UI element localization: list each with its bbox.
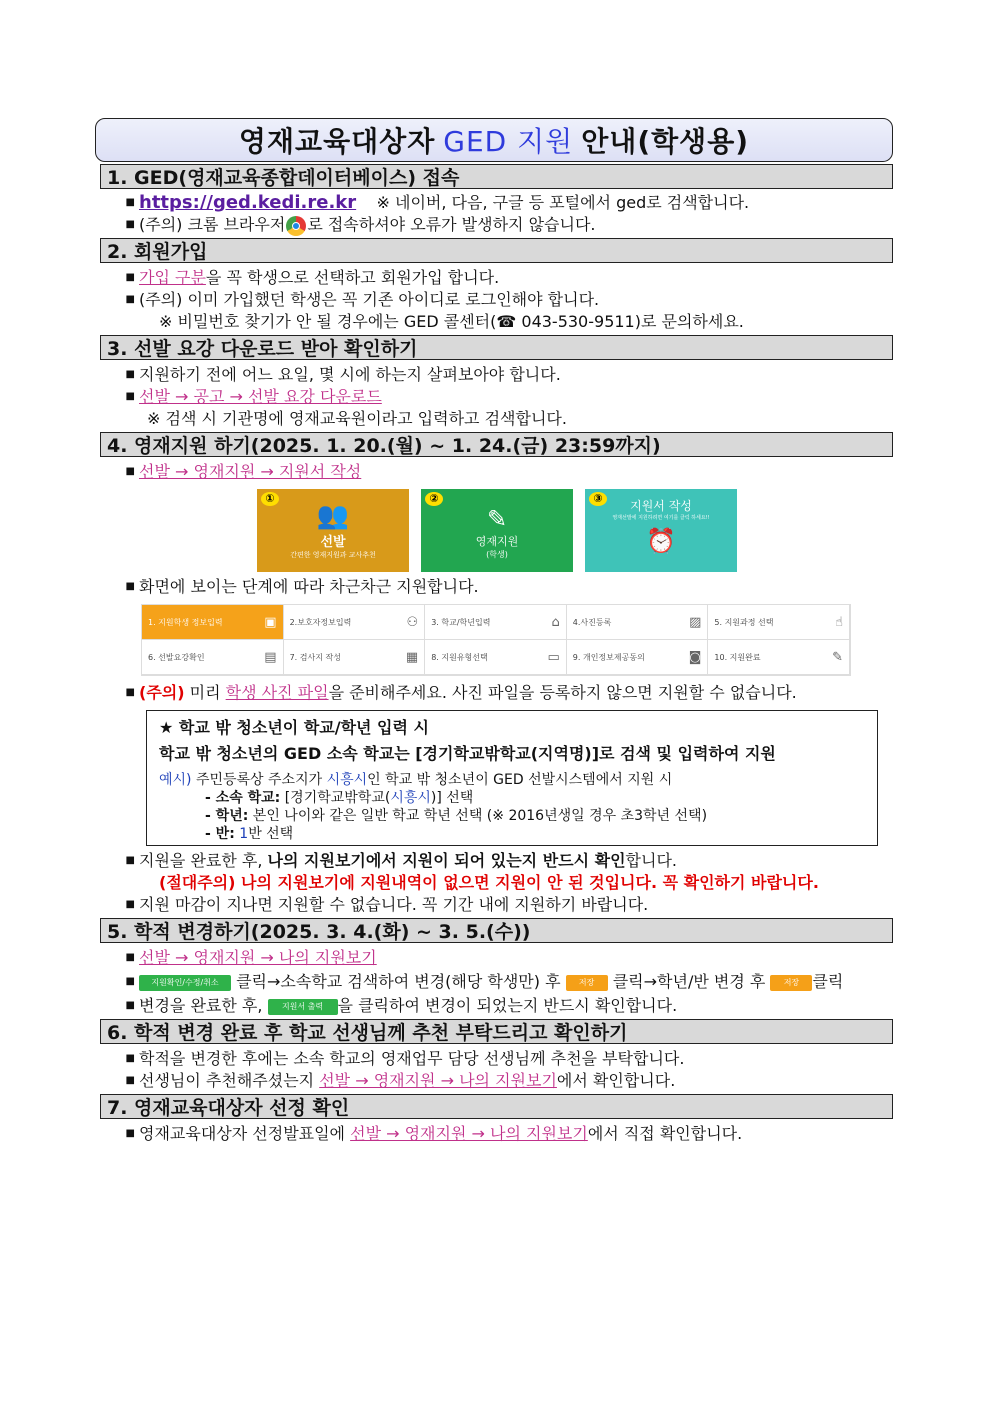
step-1: 1. 지원학생 정보입력 ▣ xyxy=(142,605,284,640)
s2-line-2: ■ (주의) 이미 가입했던 학생은 꼭 기존 아이디로 로그인해야 합니다. xyxy=(95,289,893,311)
photo-icon: ▨ xyxy=(689,614,702,630)
s3-line-3: ※ 검색 시 기관명에 영재교육원이라고 입력하고 검색합니다. xyxy=(147,409,567,428)
s5-change-line: ■ 지원확인/수정/취소 클릭→소속학교 검색하여 변경(해당 학생만) 후 저장 클릭→학년/반 변경 후 저장 클릭 xyxy=(95,971,893,993)
step-cards xyxy=(257,489,893,572)
pointer-icon: ☝ xyxy=(835,614,843,630)
save-button[interactable]: 저장 xyxy=(566,975,608,991)
id-icon: ◙ xyxy=(688,649,702,665)
document xyxy=(95,118,893,1145)
s5-path-line xyxy=(95,947,893,969)
person-card-icon: ▣ xyxy=(264,614,277,630)
step-9: 9. 개인정보제공동의 ◙ xyxy=(567,640,709,675)
s3-line-2 xyxy=(95,386,893,408)
s4-path-line xyxy=(95,461,893,483)
step-6: 6. 선발요강확인 ▤ xyxy=(142,640,284,675)
section-4-heading: 4. 영재지원 하기(2025. 1. 20.(월) ~ 1. 24.(금) 23:59까지) xyxy=(100,432,893,457)
people-icon: 👥 xyxy=(316,501,350,531)
clipboard-icon: ▤ xyxy=(264,649,277,665)
deadline-line: ■ 지원 마감이 지나면 지원할 수 없습니다. 꼭 기간 내에 지원하기 바랍니다. xyxy=(95,894,893,916)
pencil-icon: ✎ xyxy=(486,505,508,533)
application-steps xyxy=(141,604,851,676)
section-5-heading: 5. 학적 변경하기(2025. 3. 4.(화) ~ 3. 5.(수)) xyxy=(100,918,893,943)
clock-icon: ⏰ xyxy=(646,527,676,555)
step-3: 3. 학교/학년입력 ⌂ xyxy=(425,605,567,640)
print-application-button[interactable]: 지원서 출력 xyxy=(268,999,338,1015)
card-application-form: ③ 지원서 작성 영재선발에 지원하려면 여기를 클릭 하세요!! ⏰ xyxy=(585,489,737,572)
s3-line-1: ■ 지원하기 전에 어느 요일, 몇 시에 하는지 살펴보아야 합니다. xyxy=(95,364,893,386)
s7-line-1: ■ 영재교육대상자 선정발표일에 선발 → 영재지원 → 나의 지원보기에서 직접 확인합니다. xyxy=(95,1123,893,1145)
school-icon: ⌂ xyxy=(551,614,560,630)
card-selection: ① 👥 선발 간편한 영재지원과 교사추천 xyxy=(257,489,409,572)
document-icon: ▦ xyxy=(405,649,419,665)
chrome-icon xyxy=(286,216,306,236)
my-application-link[interactable]: 선발 → 영재지원 → 나의 지원보기 xyxy=(139,948,377,967)
section-1-heading: 1. GED(영재교육종합데이터베이스) 접속 xyxy=(100,164,893,189)
confirm-edit-cancel-button[interactable]: 지원확인/수정/취소 xyxy=(139,975,231,991)
edit-icon: ✎ xyxy=(832,649,843,665)
photo-notice: ■ (주의) 미리 학생 사진 파일을 준비해주세요. 사진 파일을 등록하지 않으면 지원할 수 없습니다. xyxy=(95,682,893,704)
s1-chrome-line: ■ (주의) 크롬 브라우저 로 접속하셔야 오류가 발생하지 않습니다. xyxy=(95,214,893,236)
student-photo-link[interactable]: 학생 사진 파일 xyxy=(225,683,329,702)
section-6-heading: 6. 학적 변경 완료 후 학교 선생님께 추천 부탁드리고 확인하기 xyxy=(100,1019,893,1044)
section-2-heading: 2. 회원가입 xyxy=(100,238,893,263)
laptop-icon: ▭ xyxy=(547,649,560,665)
step-2: 2.보호자정보입력 ⚇ xyxy=(284,605,426,640)
page-title: 영재교육대상자 GED 지원 안내(학생용) xyxy=(95,118,893,162)
absolute-warning: (절대주의) 나의 지원보기에 지원내역이 없으면 지원이 안 된 것입니다. 꼭 확인하기 바랍니다. xyxy=(159,873,819,892)
step-7: 7. 검사지 작성 ▦ xyxy=(284,640,426,675)
section-7-heading: 7. 영재교육대상자 선정 확인 xyxy=(100,1094,893,1119)
s7-path-link[interactable]: 선발 → 영재지원 → 나의 지원보기 xyxy=(350,1124,588,1143)
apply-path-link[interactable]: 선발 → 영재지원 → 지원서 작성 xyxy=(139,462,362,481)
step-10: 10. 지원완료 ✎ xyxy=(708,640,850,675)
save-button-2[interactable]: 저장 xyxy=(770,975,812,991)
step-5: 5. 지원과정 선택 ☝ xyxy=(708,605,850,640)
s2-line-1: ■ 가입 구분을 꼭 학생으로 선택하고 회원가입 합니다. xyxy=(95,267,893,289)
check-line: ■ 지원을 완료한 후, 나의 지원보기에서 지원이 되어 있는지 반드시 확인합니다. xyxy=(95,850,893,872)
s2-line-3: ※ 비밀번호 찾기가 안 될 경우에는 GED 콜센터(☎ 043-530-9511)로 문의하세요. xyxy=(159,312,744,331)
s6-line-2: ■ 선생님이 추천해주셨는지 선발 → 영재지원 → 나의 지원보기에서 확인합니다. xyxy=(95,1070,893,1092)
step-8: 8. 지원유형선택 ▭ xyxy=(425,640,567,675)
steps-intro: ■ 화면에 보이는 단계에 따라 차근차근 지원합니다. xyxy=(95,576,893,598)
s6-line-1: ■ 학적을 변경한 후에는 소속 학교의 영재업무 담당 선생님께 추천을 부탁합니다. xyxy=(95,1048,893,1070)
join-type-link[interactable]: 가입 구분 xyxy=(139,268,206,287)
s1-url-line: ■ https://ged.kedi.re.kr ※ 네이버, 다음, 구글 등 포털에서 ged로 검색합니다. xyxy=(95,192,893,214)
download-path-link[interactable]: 선발 → 공고 → 선발 요강 다운로드 xyxy=(139,387,382,406)
step-4: 4.사진등록 ▨ xyxy=(567,605,709,640)
section-3-heading: 3. 선발 요강 다운로드 받아 확인하기 xyxy=(100,335,893,360)
out-of-school-note: ★ 학교 밖 청소년이 학교/학년 입력 시 학교 밖 청소년의 GED 소속 학교는 [경기학교밖학교(지역명)]로 검색 및 입력하여 지원 예시) 주민등록상 주소지가 시흥시인 학교 밖 청소년이 GED 선발시스템에서 지원 시 - 소속 학교: [경기학교밖학교(시흥시)] 선택 - 학년: 본인 나이와 같은 일반 학교 학년 선택 (※ 2016년생일 경우 초3학년 선택) - 반: 1반 선택 xyxy=(146,710,878,846)
ged-url-link[interactable]: https://ged.kedi.re.kr xyxy=(139,192,357,213)
person-icon: ⚇ xyxy=(406,614,419,630)
s5-print-line: ■ 변경을 완료한 후, 지원서 출력 을 클릭하여 변경이 되었는지 반드시 확인합니다. xyxy=(95,995,893,1017)
card-gifted-apply: ② ✎ 영재지원 (학생) xyxy=(421,489,573,572)
s6-path-link[interactable]: 선발 → 영재지원 → 나의 지원보기 xyxy=(319,1071,557,1090)
